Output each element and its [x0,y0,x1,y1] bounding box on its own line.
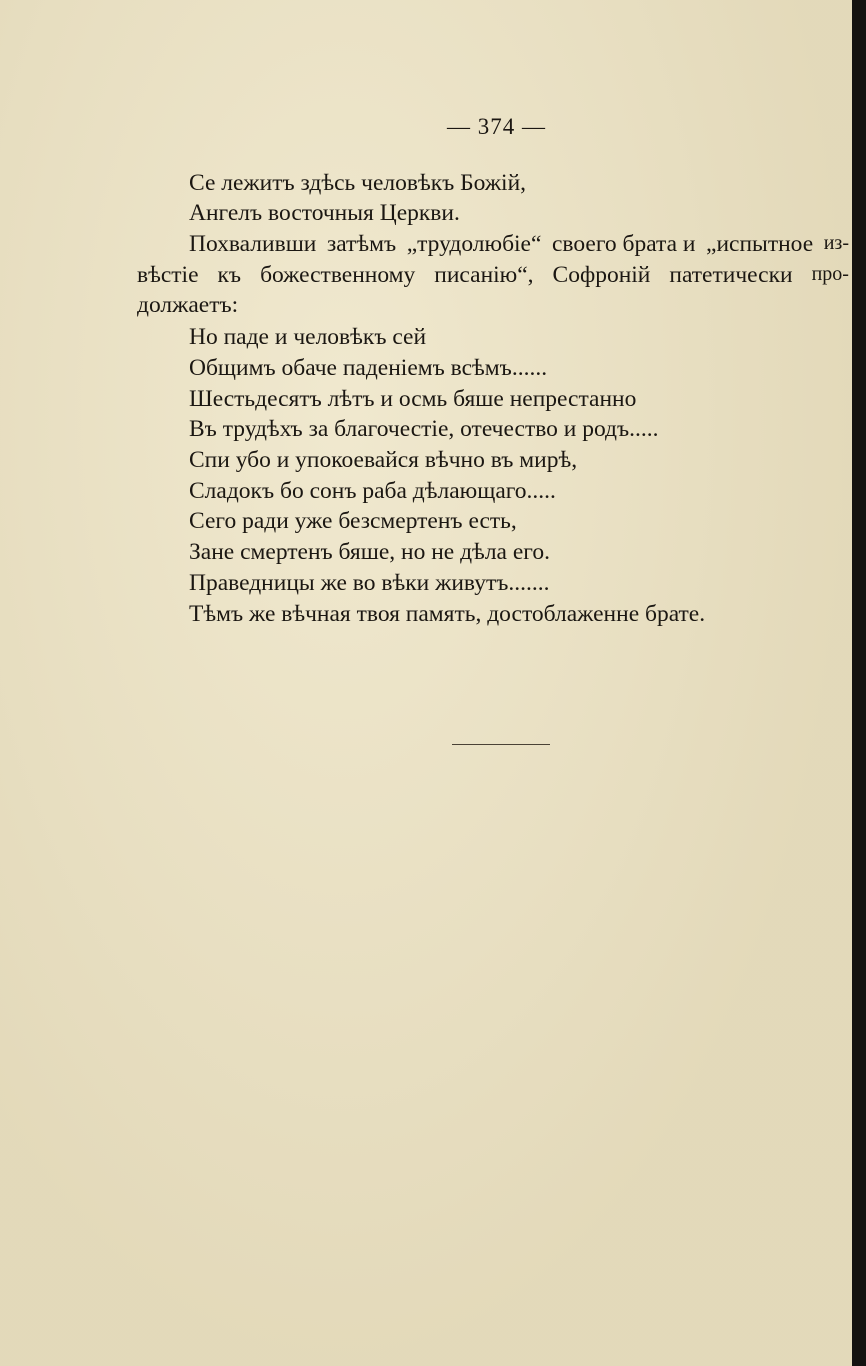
epitaph-opening-line-1: Се лежитъ здѣсь человѣкъ Божій, [189,170,527,196]
prose-word: Похваливши [189,231,317,257]
page-number: — 374 — [447,114,546,139]
prose-word: из- [823,232,849,254]
epitaph-verse-7: Сего ради уже безсмертенъ есть, [189,508,517,534]
epitaph-verse-6: Сладокъ бо сонъ раба дѣлающаго..... [189,478,556,504]
epitaph-verse-1: Но паде и человѣкъ сей [189,324,427,350]
epitaph-verse-3: Шестьдесятъ лѣтъ и осмь бяше непрестанно [189,386,637,412]
prose-word: Софроній [552,262,651,288]
prose-word: писанію“, [434,262,534,288]
closing-rule [452,744,550,745]
page-edge-shadow [852,0,866,1366]
epitaph-verse-4: Въ трудѣхъ за благочестіе, отечество и родъ..... [189,416,659,442]
prose-word: къ [217,262,242,288]
prose-line-1 [189,233,849,257]
epitaph-verse-5: Спи убо и упокоевайся вѣчно въ мирѣ, [189,447,578,473]
epitaph-verse-10: Тѣмъ же вѣчная твоя память, достоблаженне брате. [189,601,706,627]
prose-line-3: должаетъ: [137,292,239,318]
prose-line-2 [137,264,849,288]
prose-word: патетически [669,262,793,288]
prose-word: „испытное [706,231,814,257]
prose-word: „трудолюбіе“ [406,231,542,257]
prose-word: божественному [260,262,416,288]
epitaph-verse-9: Праведницы же во вѣки живутъ....... [189,570,550,596]
epitaph-verse-8: Зане смертенъ бяше, но не дѣла его. [189,539,550,565]
prose-word: своего брата и [551,231,696,257]
epitaph-verse-2: Общимъ обаче паденіемъ всѣмъ...... [189,355,548,381]
epitaph-opening-line-2: Ангелъ восточныя Церкви. [189,200,460,226]
prose-word: про- [811,263,849,285]
prose-word: затѣмъ [326,231,397,257]
prose-word: вѣстіе [137,262,199,288]
